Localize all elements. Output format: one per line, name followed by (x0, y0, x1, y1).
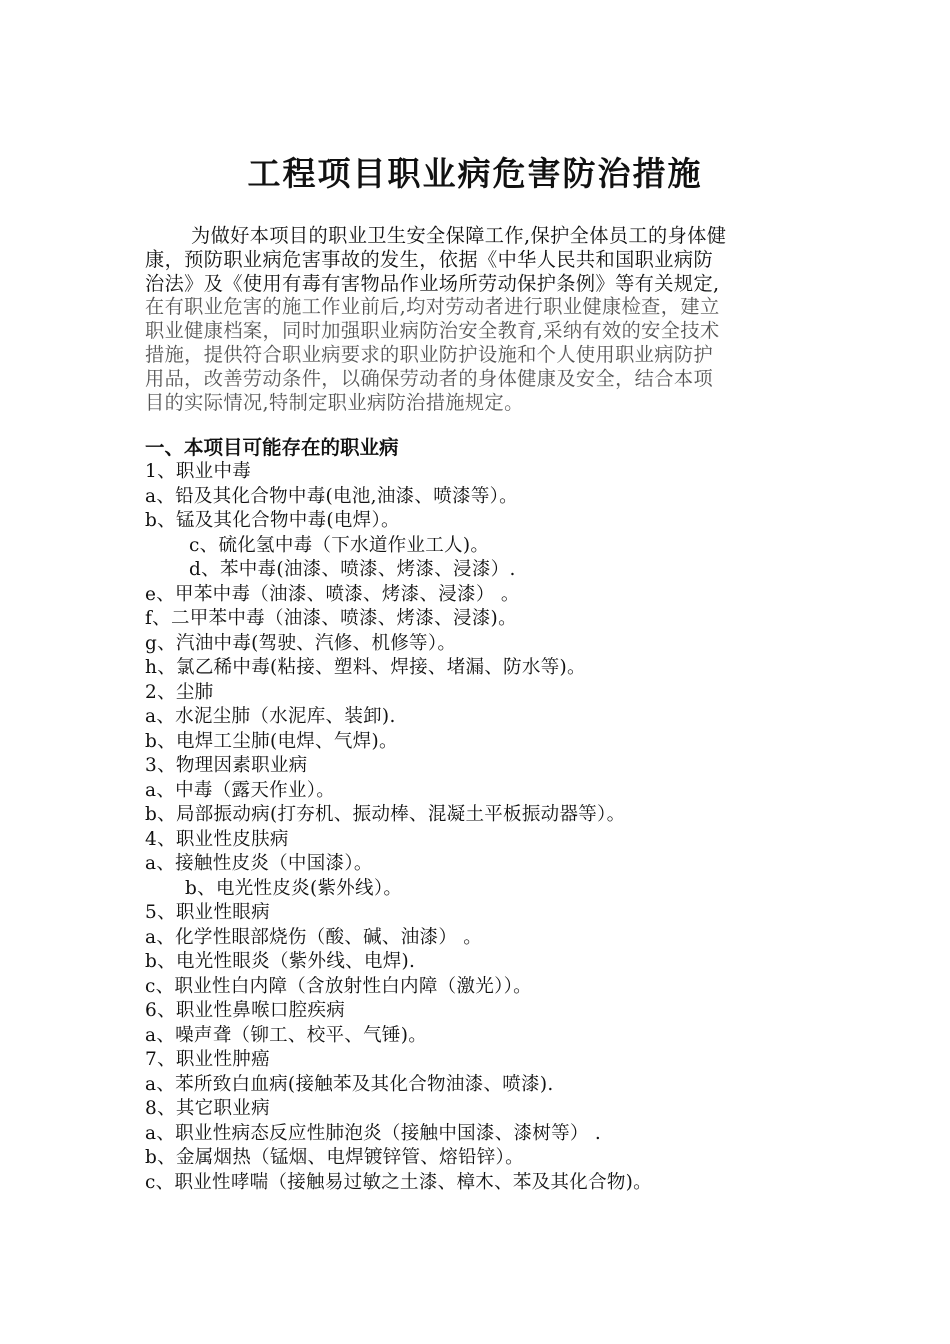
list-item: a、苯所致白血病(接触苯及其化合物油漆、喷漆). (145, 1073, 554, 1095)
intro-line: 康，预防职业病危害事故的发生，依据《中华人民共和国职业病防 (145, 247, 714, 271)
list-item: a、中毒（露天作业）。 (145, 779, 336, 801)
list-item: b、锰及其化合物中毒(电焊）。 (145, 510, 400, 531)
list-item: 3、物理因素职业病 (145, 755, 308, 776)
intro-line: 职业健康档案，同时加强职业病防治安全教育,采纳有效的安全技术 (145, 319, 720, 343)
list-item: c、职业性哮喘（接触易过敏之土漆、樟木、苯及其化合物)。 (145, 1171, 652, 1193)
list-item: a、水泥尘肺（水泥库、装卸). (145, 706, 396, 727)
list-item: b、电焊工尘肺(电焊、气焊)。 (145, 730, 398, 752)
list-item: 2、尘肺 (145, 681, 214, 703)
list-item: f、二甲苯中毒（油漆、喷漆、烤漆、浸漆)。 (145, 608, 517, 629)
list-item: h、氯乙稀中毒(粘接、塑料、焊接、堵漏、防水等)。 (145, 657, 586, 678)
list-item: b、电光性皮炎(紫外线）。 (185, 877, 403, 899)
list-item: a、接触性皮炎（中国漆）。 (145, 853, 373, 874)
list-item: b、金属烟热（锰烟、电焊镀锌管、熔铅锌）。 (145, 1147, 524, 1168)
list-item: a、铅及其化合物中毒(电池,油漆、喷漆等）。 (145, 485, 518, 507)
list-item: a、职业性病态反应性肺泡炎（接触中国漆、漆树等） . (145, 1122, 602, 1144)
list-item: c、硫化氢中毒（下水道作业工人)。 (189, 534, 490, 556)
list-item: c、职业性白内障（含放射性白内障（激光））。 (145, 975, 532, 997)
intro-line: 用品，改善劳动条件，以确保劳动者的身体健康及安全，结合本项 (145, 366, 714, 390)
intro-line: 在有职业危害的施工作业前后,均对劳动者进行职业健康检查，建立 (145, 295, 720, 319)
list-item: a、噪声聋（铆工、校平、气锤)。 (145, 1024, 428, 1046)
section-heading: 一、本项目可能存在的职业病 (145, 436, 399, 459)
list-item: 5、职业性眼病 (145, 902, 270, 923)
intro-line: 治法》及《使用有毒有害物品作业场所劳动保护条例》等有关规定, (145, 271, 720, 295)
list-item: 4、职业性皮肤病 (145, 828, 289, 850)
intro-line: 措施，提供符合职业病要求的职业防护设施和个人使用职业病防护 (145, 342, 714, 366)
list-item: 8、其它职业病 (145, 1098, 270, 1119)
list-item: a、化学性眼部烧伤（酸、碱、油漆） 。 (145, 926, 483, 948)
intro-line: 目的实际情况,特制定职业病防治措施规定。 (145, 390, 524, 414)
document-title: 工程项目职业病危害防治措施 (247, 154, 703, 193)
list-item: 7、职业性肿癌 (145, 1049, 270, 1070)
intro-paragraph (145, 224, 805, 414)
intro-line: 为做好本项目的职业卫生安全保障工作,保护全体员工的身体健 (191, 224, 727, 247)
list-item: 6、职业性鼻喉口腔疾病 (145, 1000, 346, 1021)
list-item: b、局部振动病(打夯机、振动棒、混凝土平板振动器等）。 (145, 804, 626, 825)
list-item: b、电光性眼炎（紫外线、电焊). (145, 951, 416, 972)
list-item: e、甲苯中毒（油漆、喷漆、烤漆、浸漆） 。 (145, 583, 520, 605)
disease-list (145, 460, 845, 1195)
list-item: d、苯中毒(油漆、喷漆、烤漆、浸漆）. (189, 559, 516, 580)
list-item: 1、职业中毒 (145, 461, 252, 482)
list-item: g、汽油中毒(驾驶、汽修、机修等）。 (145, 632, 457, 654)
